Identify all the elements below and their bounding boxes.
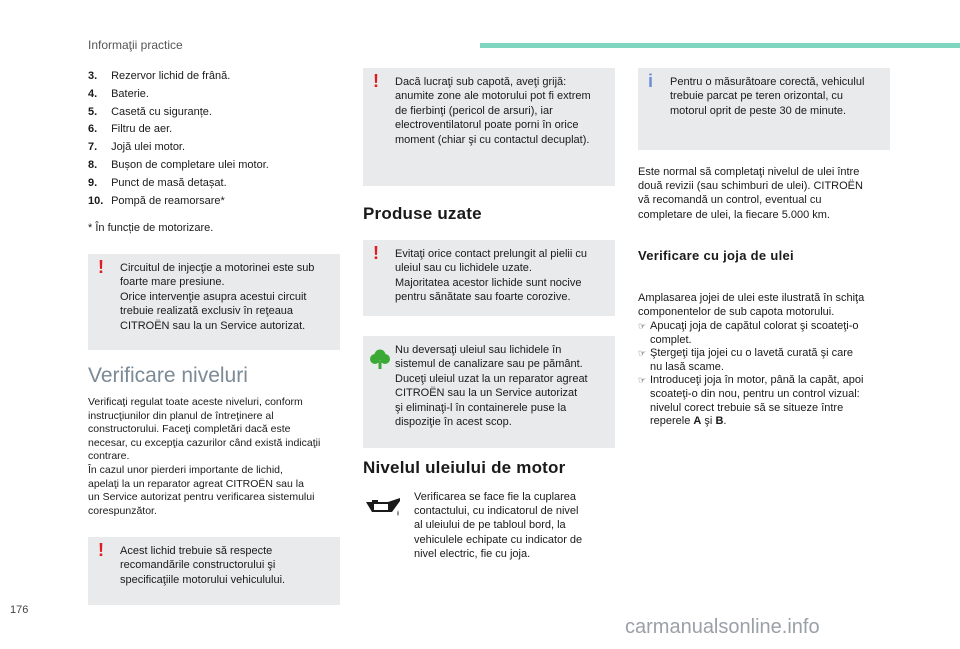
list-item: 4. Baterie. bbox=[88, 87, 149, 100]
header-accent-bar bbox=[480, 43, 960, 48]
list-item: ☞ Introduceţi joja în motor, până la capăt, apoi scoateţi-o din nou, pentru un control vizual: nivelul corect trebuie să se situeze între reperele A şi B. bbox=[638, 374, 864, 428]
list-item: 10. Pompă de reamorsare* bbox=[88, 194, 225, 207]
footnote: * În funcție de motorizare. bbox=[88, 222, 214, 234]
oil-can-icon bbox=[364, 496, 402, 523]
page-section-title: Informaţii practice bbox=[88, 38, 183, 52]
pointer-icon: ☞ bbox=[638, 348, 647, 359]
info-box: i Pentru o măsurătoare corectă, vehiculul trebuie parcat pe teren orizontal, cu motorul oprit de peste 30 de minute. bbox=[638, 68, 890, 150]
info-icon: i bbox=[648, 71, 654, 91]
warning-box-liquid: ! Acest lichid trebuie să respecte recomandările constructorului şi specificaţiile motorului vehiculului. bbox=[88, 537, 340, 605]
tree-icon bbox=[369, 348, 391, 374]
warning-exclamation-icon: ! bbox=[98, 257, 104, 277]
list-item: 8. Bușon de completare ulei motor. bbox=[88, 158, 269, 171]
pointer-icon: ☞ bbox=[638, 321, 647, 331]
dipstick-intro: Amplasarea jojei de ulei este ilustrată în schiţa componentelor de sub capota motorului. bbox=[638, 292, 865, 318]
warning-box-hood: ! Dacă lucraţi sub capotă, aveţi grijă: anumite zone ale motorului pot fi extrem de fierbinţi (pericol de arsuri), iar electroventilatorul poate porni în orice moment (chiar şi cu contactul decuplat). bbox=[363, 68, 615, 186]
watermark: carmanualsonline.info bbox=[625, 616, 820, 638]
normal-refill-paragraph: Este normal să completaţi nivelul de ulei între două revizii (sau schimburi de ulei). CITROËN vă recomandă un control, eventual cu completare de ulei, la fiecare 5.000 km. bbox=[638, 166, 863, 221]
dipstick-steps bbox=[638, 320, 890, 429]
list-item: 3. Rezervor lichid de frână. bbox=[88, 70, 231, 82]
list-item: 7. Jojă ulei motor. bbox=[88, 141, 186, 154]
section-title-used-products: Produse uzate bbox=[363, 204, 482, 223]
warning-exclamation-icon: ! bbox=[373, 243, 379, 263]
mark-a: A bbox=[693, 415, 702, 428]
list-item: 6. Filtru de aer. bbox=[88, 123, 173, 136]
page-number: 176 bbox=[10, 604, 29, 616]
warning-exclamation-icon: ! bbox=[373, 71, 379, 91]
list-item: ☞ Apucaţi joja de capătul colorat şi scoateţi-o complet. bbox=[638, 320, 859, 346]
warning-exclamation-icon: ! bbox=[98, 540, 104, 560]
list-item: 9. Punct de masă detașat. bbox=[88, 176, 227, 189]
eco-box: Nu deversaţi uleiul sau lichidele în sistemul de canalizare sau pe pământ. Duceţi uleiul uzat la un reparator agreat CITROËN sau la un Service autorizat şi eliminaţi-l în containerele puse la dispoziţie în acest scop. bbox=[363, 336, 615, 448]
warning-box-skin: ! Evitaţi orice contact prelungit al pielii cu uleiul sau cu lichidele uzate. Majoritatea acestor lichide sunt nocive pentru sănătate sau foarte corozive. bbox=[363, 240, 615, 316]
section-title-levels: Verificare niveluri bbox=[88, 364, 248, 387]
warning-box-injection: ! Circuitul de injecţie a motorinei este sub foarte mare presiune. Orice intervenţie asupra acestui circuit trebuie realizată exclusiv în reţeaua CITROËN sau la un Service autorizat. bbox=[88, 254, 340, 350]
oil-level-paragraph: Verificarea se face fie la cuplarea contactului, cu indicatorul de nivel al uleiului de pe tabloul bord, la vehiculele echipate cu indicator de nivel electric, fie cu joja. bbox=[414, 491, 583, 560]
pointer-icon: ☞ bbox=[638, 375, 647, 386]
list-item: 5. Casetă cu siguranțe. bbox=[88, 105, 212, 118]
list-item: ☞ Ştergeţi tija jojei cu o lavetă curată şi care nu lasă scame. bbox=[638, 347, 853, 373]
mark-b: B bbox=[715, 415, 724, 428]
section-title-oil-level: Nivelul uleiului de motor bbox=[363, 458, 566, 477]
section-title-dipstick: Verificare cu joja de ulei bbox=[638, 248, 794, 263]
parts-list bbox=[88, 68, 340, 210]
levels-paragraph: Verificaţi regulat toate aceste niveluri, conform instrucţiunilor din planul de întreţinere al constructorului. Faceţi completări dacă este necesar, cu excepţia cazurilor când există indicaţii contrare. În cazul unor pierderi importante de lichid, apelaţi la un reparator agreat CITROËN sau la un Service autorizat pentru verificarea sistemului corespunzător. bbox=[88, 396, 321, 517]
